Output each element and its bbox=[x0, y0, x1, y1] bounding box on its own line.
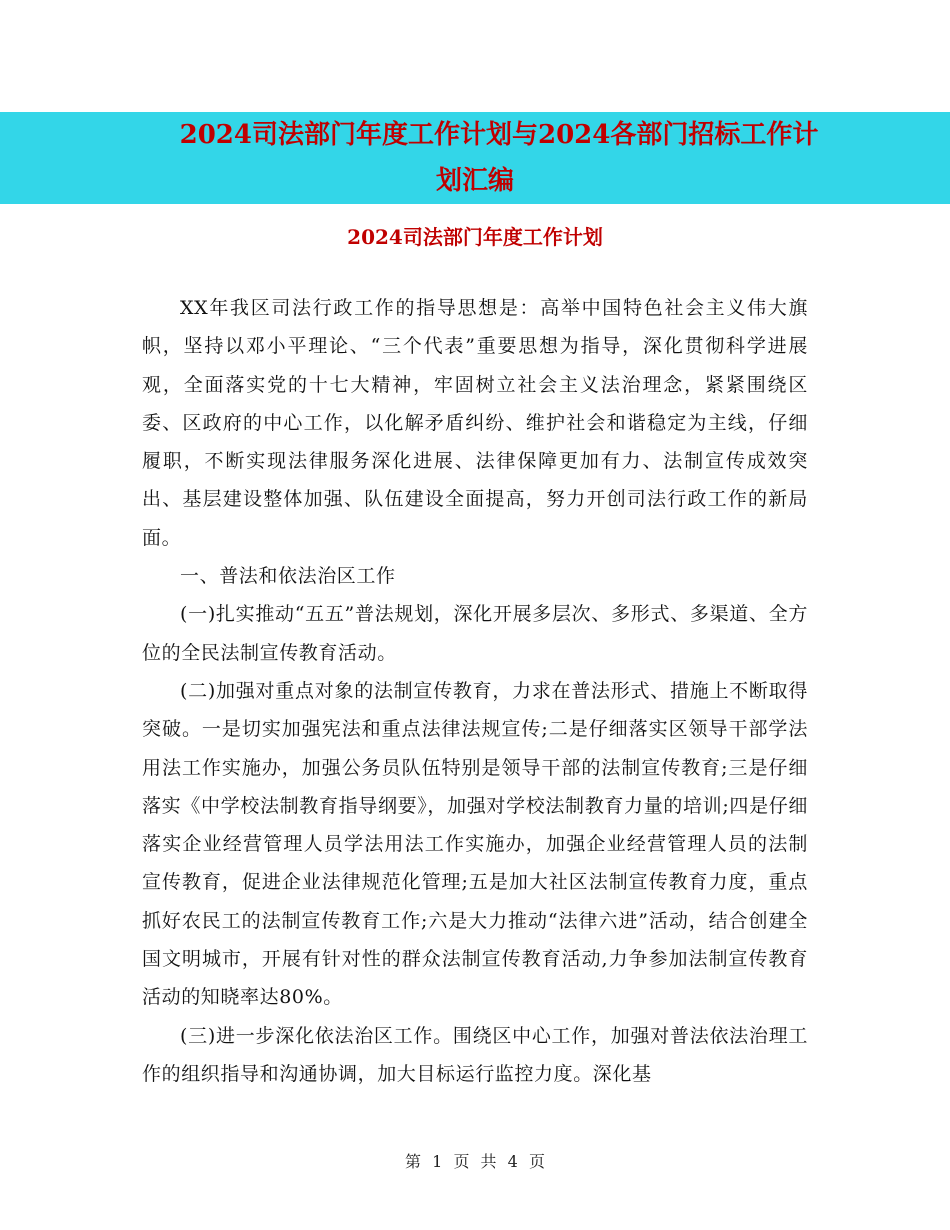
footer-label-ye-2: 页 bbox=[528, 1152, 545, 1171]
footer-current-page: 1 bbox=[432, 1152, 443, 1171]
paragraph-guiding-ideology: XX年我区司法行政工作的指导思想是：高举中国特色社会主义伟大旗帜，坚持以邓小平理论、“三个代表”重要思想为指导，深化贯彻科学进展观，全面落实党的十七大精神，牢固树立社会主义法治理念，紧紧围绕区委、区政府的中心工作，以化解矛盾纠纷、维护社会和谐稳定为主线，仔细履职，不断实现法律服务深化进展、法律保障更加有力、法制宣传成效突出、基层建设整体加强、队伍建设全面提高，努力开创司法行政工作的新局面。 bbox=[142, 297, 808, 549]
footer-label-page: 第 bbox=[405, 1152, 422, 1171]
footer-label-total: 共 bbox=[480, 1152, 497, 1171]
paragraph-item-1: (一)扎实推动“五五”普法规划，深化开展多层次、多形式、多渠道、全方位的全民法制宣传教育活动。 bbox=[142, 603, 808, 664]
paragraph-item-2: (二)加强对重点对象的法制宣传教育，力求在普法形式、措施上不断取得突破。一是切实加强宪法和重点法律法规宣传;二是仔细落实区领导干部学法用法工作实施办，加强公务员队伍特别是领导干部的法制宣传教育;三是仔细落实《中学校法制教育指导纲要》，加强对学校法制教育力量的培训;四是仔细落实企业经营管理人员学法用法工作实施办，加强企业经营管理人员的法制宣传教育，促进企业法律规范化管理;五是加大社区法制宣传教育力度，重点抓好农民工的法制宣传教育工作;六是大力推动“法律六进”活动，结合创建全国文明城市，开展有针对性的群众法制宣传教育活动,力争参加法制宣传教育活动的知晓率达80%。 bbox=[142, 679, 808, 1009]
footer-label-ye: 页 bbox=[453, 1152, 470, 1171]
footer-total-pages: 4 bbox=[507, 1152, 518, 1171]
title-line-2: 划汇编 bbox=[435, 166, 514, 196]
paragraph-heading-1: 一、普法和依法治区工作 bbox=[180, 565, 396, 588]
paragraph-item-3: (三)进一步深化依法治区工作。围绕区中心工作，加强对普法依法治理工作的组织指导和沟通协调，加大目标运行监控力度。深化基 bbox=[142, 1024, 808, 1085]
page-footer bbox=[0, 1150, 950, 1174]
title-line-1: 2024司法部门年度工作计划与2024各部门招标工作计 bbox=[179, 120, 819, 150]
section-title: 2024司法部门年度工作计划 bbox=[347, 225, 603, 249]
document-title bbox=[0, 112, 950, 204]
body-text bbox=[142, 289, 808, 1093]
